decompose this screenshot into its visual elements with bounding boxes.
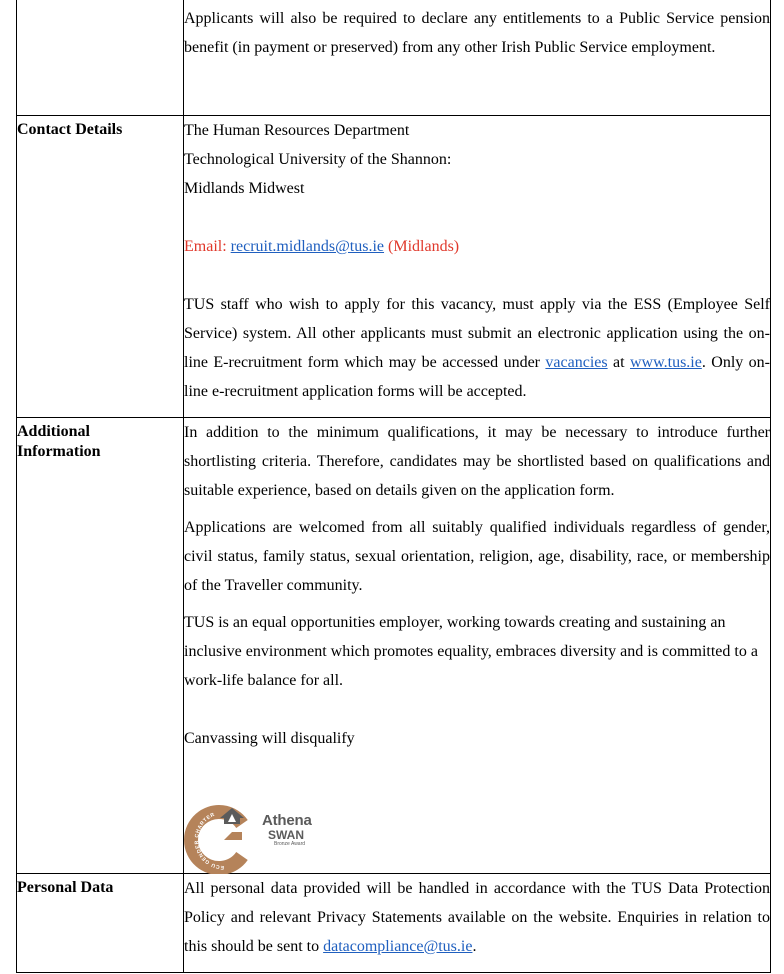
- additional-label: Additional Information: [17, 423, 101, 460]
- athena-swan-emblem: [184, 802, 264, 874]
- apply-text-2: at: [607, 354, 630, 371]
- recruit-email-link[interactable]: recruit.midlands@tus.ie: [230, 238, 385, 255]
- personal-text-1: All personal data provided will be handled in accordance with the TUS Data Protection Policy and relevant Privacy Statements available on the website. Enquiries in relation to this should be sent to: [184, 880, 770, 955]
- athena-swan-logo: [184, 803, 770, 873]
- athena-swan-text: [262, 813, 312, 847]
- pension-label-cell: [17, 0, 184, 116]
- vacancies-link[interactable]: vacancies: [545, 354, 608, 371]
- university-line: Technological University of the Shannon:: [184, 151, 452, 168]
- additional-row: [17, 418, 771, 874]
- personal-label: Personal Data: [17, 879, 114, 896]
- shortlisting-paragraph: In addition to the minimum qualifications, it may be necessary to introduce further shortlisting criteria. Therefore, candidates may be shortlisted based on qualifications and suitable experience, based on details given on the application form.: [184, 424, 770, 499]
- website-link[interactable]: www.tus.ie: [630, 354, 702, 371]
- hr-department-line: The Human Resources Department: [184, 122, 410, 139]
- contact-label: Contact Details: [17, 121, 123, 138]
- job-details-table: [16, 0, 771, 973]
- swan-subtitle: SWAN: [268, 828, 304, 842]
- equality-paragraph: Applications are welcomed from all suitably qualified individuals regardless of gender, civil status, family status, sexual orientation, religion, age, disability, race, or membership of the Traveller community.: [184, 519, 770, 594]
- apply-text-3: . Only on-line e-recruitment application forms will be accepted.: [184, 354, 771, 400]
- apply-instructions: [184, 290, 770, 406]
- pension-content-cell: [184, 0, 771, 116]
- canvassing-notice: Canvassing will disqualify: [184, 730, 355, 747]
- datacompliance-email-link[interactable]: datacompliance@tus.ie: [323, 938, 473, 955]
- contact-content-cell: [184, 116, 771, 418]
- personal-label-cell: [17, 874, 184, 973]
- personal-row: [17, 874, 771, 973]
- equal-opportunities-paragraph: TUS is an equal opportunities employer, working towards creating and sustaining an inclusive environment which promotes equality, embraces diversity and is committed to a work-life balance for all.: [184, 614, 758, 689]
- contact-row: [17, 116, 771, 418]
- email-prefix: Email:: [184, 238, 231, 255]
- personal-content-cell: [184, 874, 771, 973]
- athena-title: Athena: [262, 812, 312, 829]
- pension-text: Applicants will also be required to declare any entitlements to a Public Service pension benefit (in payment or preserved) from any other Irish Public Service employment.: [184, 10, 770, 56]
- additional-label-cell: [17, 418, 184, 874]
- email-line: [184, 232, 770, 261]
- contact-label-cell: [17, 116, 184, 418]
- apply-text-1: TUS staff who wish to apply for this vacancy, must apply via the ESS (Employee Self Service) system. All other applicants must submit an electronic application using the on-line E-recruitment form which may be accessed under: [184, 296, 770, 371]
- campus-line: Midlands Midwest: [184, 180, 305, 197]
- email-suffix: (Midlands): [384, 238, 460, 255]
- personal-data-text: [184, 874, 770, 961]
- bronze-award-text: Bronze Award: [274, 841, 306, 847]
- additional-content-cell: [184, 418, 771, 874]
- ring-text: ECU GENDER CHARTER: [194, 811, 225, 871]
- pension-row: [17, 0, 771, 116]
- personal-text-2: .: [472, 938, 477, 955]
- charter-notch: [224, 832, 242, 840]
